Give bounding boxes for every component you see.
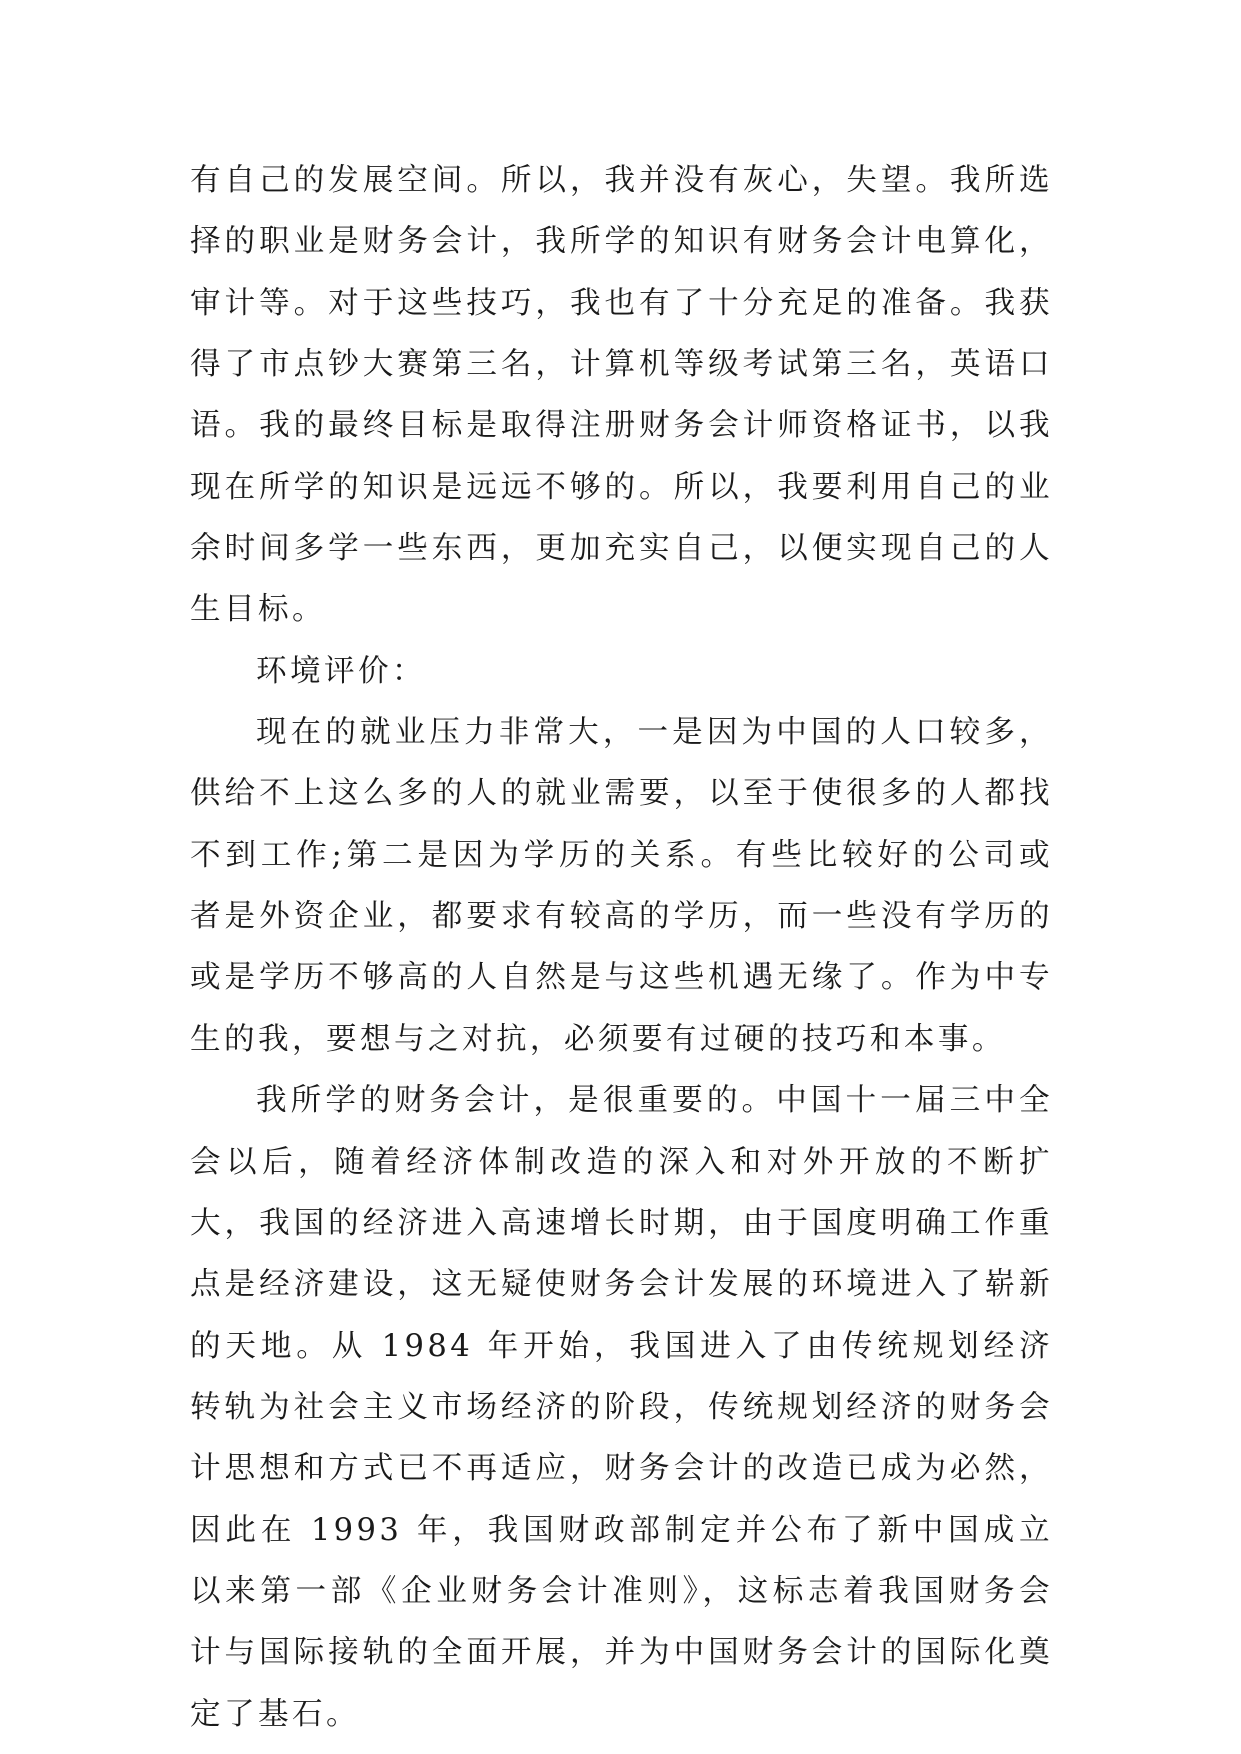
paragraph-employment-pressure: 现在的就业压力非常大，一是因为中国的人口较多，供给不上这么多的人的就业需要，以至于使很多的人都找不到工作;第二是因为学历的关系。有些比较好的公司或者是外资企业，都要求有较高的学历，而一些没有学历的或是学历不够高的人自然是与这些机遇无缘了。作为中专生的我，要想与之对抗，必须要有过硬的技巧和本事。 (190, 715, 1053, 1057)
paragraph-accounting-history: 我所学的财务会计，是很重要的。中国十一届三中全会以后，随着经济体制改造的深入和对外开放的不断扩大，我国的经济进入高速增长时期，由于国度明确工作重点是经济建设，这无疑使财务会计发展的环境进入了崭新的天地。从 1984 年开始，我国进入了由传统规划经济转轨为社会主义市场经济的阶段，传统规划经济的财务会计思想和方式已不再适应，财务会计的改造已成为必然，因此在 1993 年，我国财政部制定并公布了新中国成立以来第一部《企业财务会计准则》，这标志着我国财务会计与国际接轨的全面开展，并为中国财务会计的国际化奠定了基石。 (190, 1083, 1053, 1732)
paragraph-career-goals: 有自己的发展空间。所以，我并没有灰心，失望。我所选择的职业是财务会计，我所学的知识有财务会计电算化，审计等。对于这些技巧，我也有了十分充足的准备。我获得了市点钞大赛第三名，计算机等级考试第三名，英语口语。我的最终目标是取得注册财务会计师资格证书，以我现在所学的知识是远远不够的。所以，我要利用自己的业余时间多学一些东西，更加充实自己，以便实现自己的人生目标。 (190, 163, 1053, 628)
section-heading-environment: 环境评价： (256, 653, 426, 689)
document-page (190, 150, 1053, 1745)
